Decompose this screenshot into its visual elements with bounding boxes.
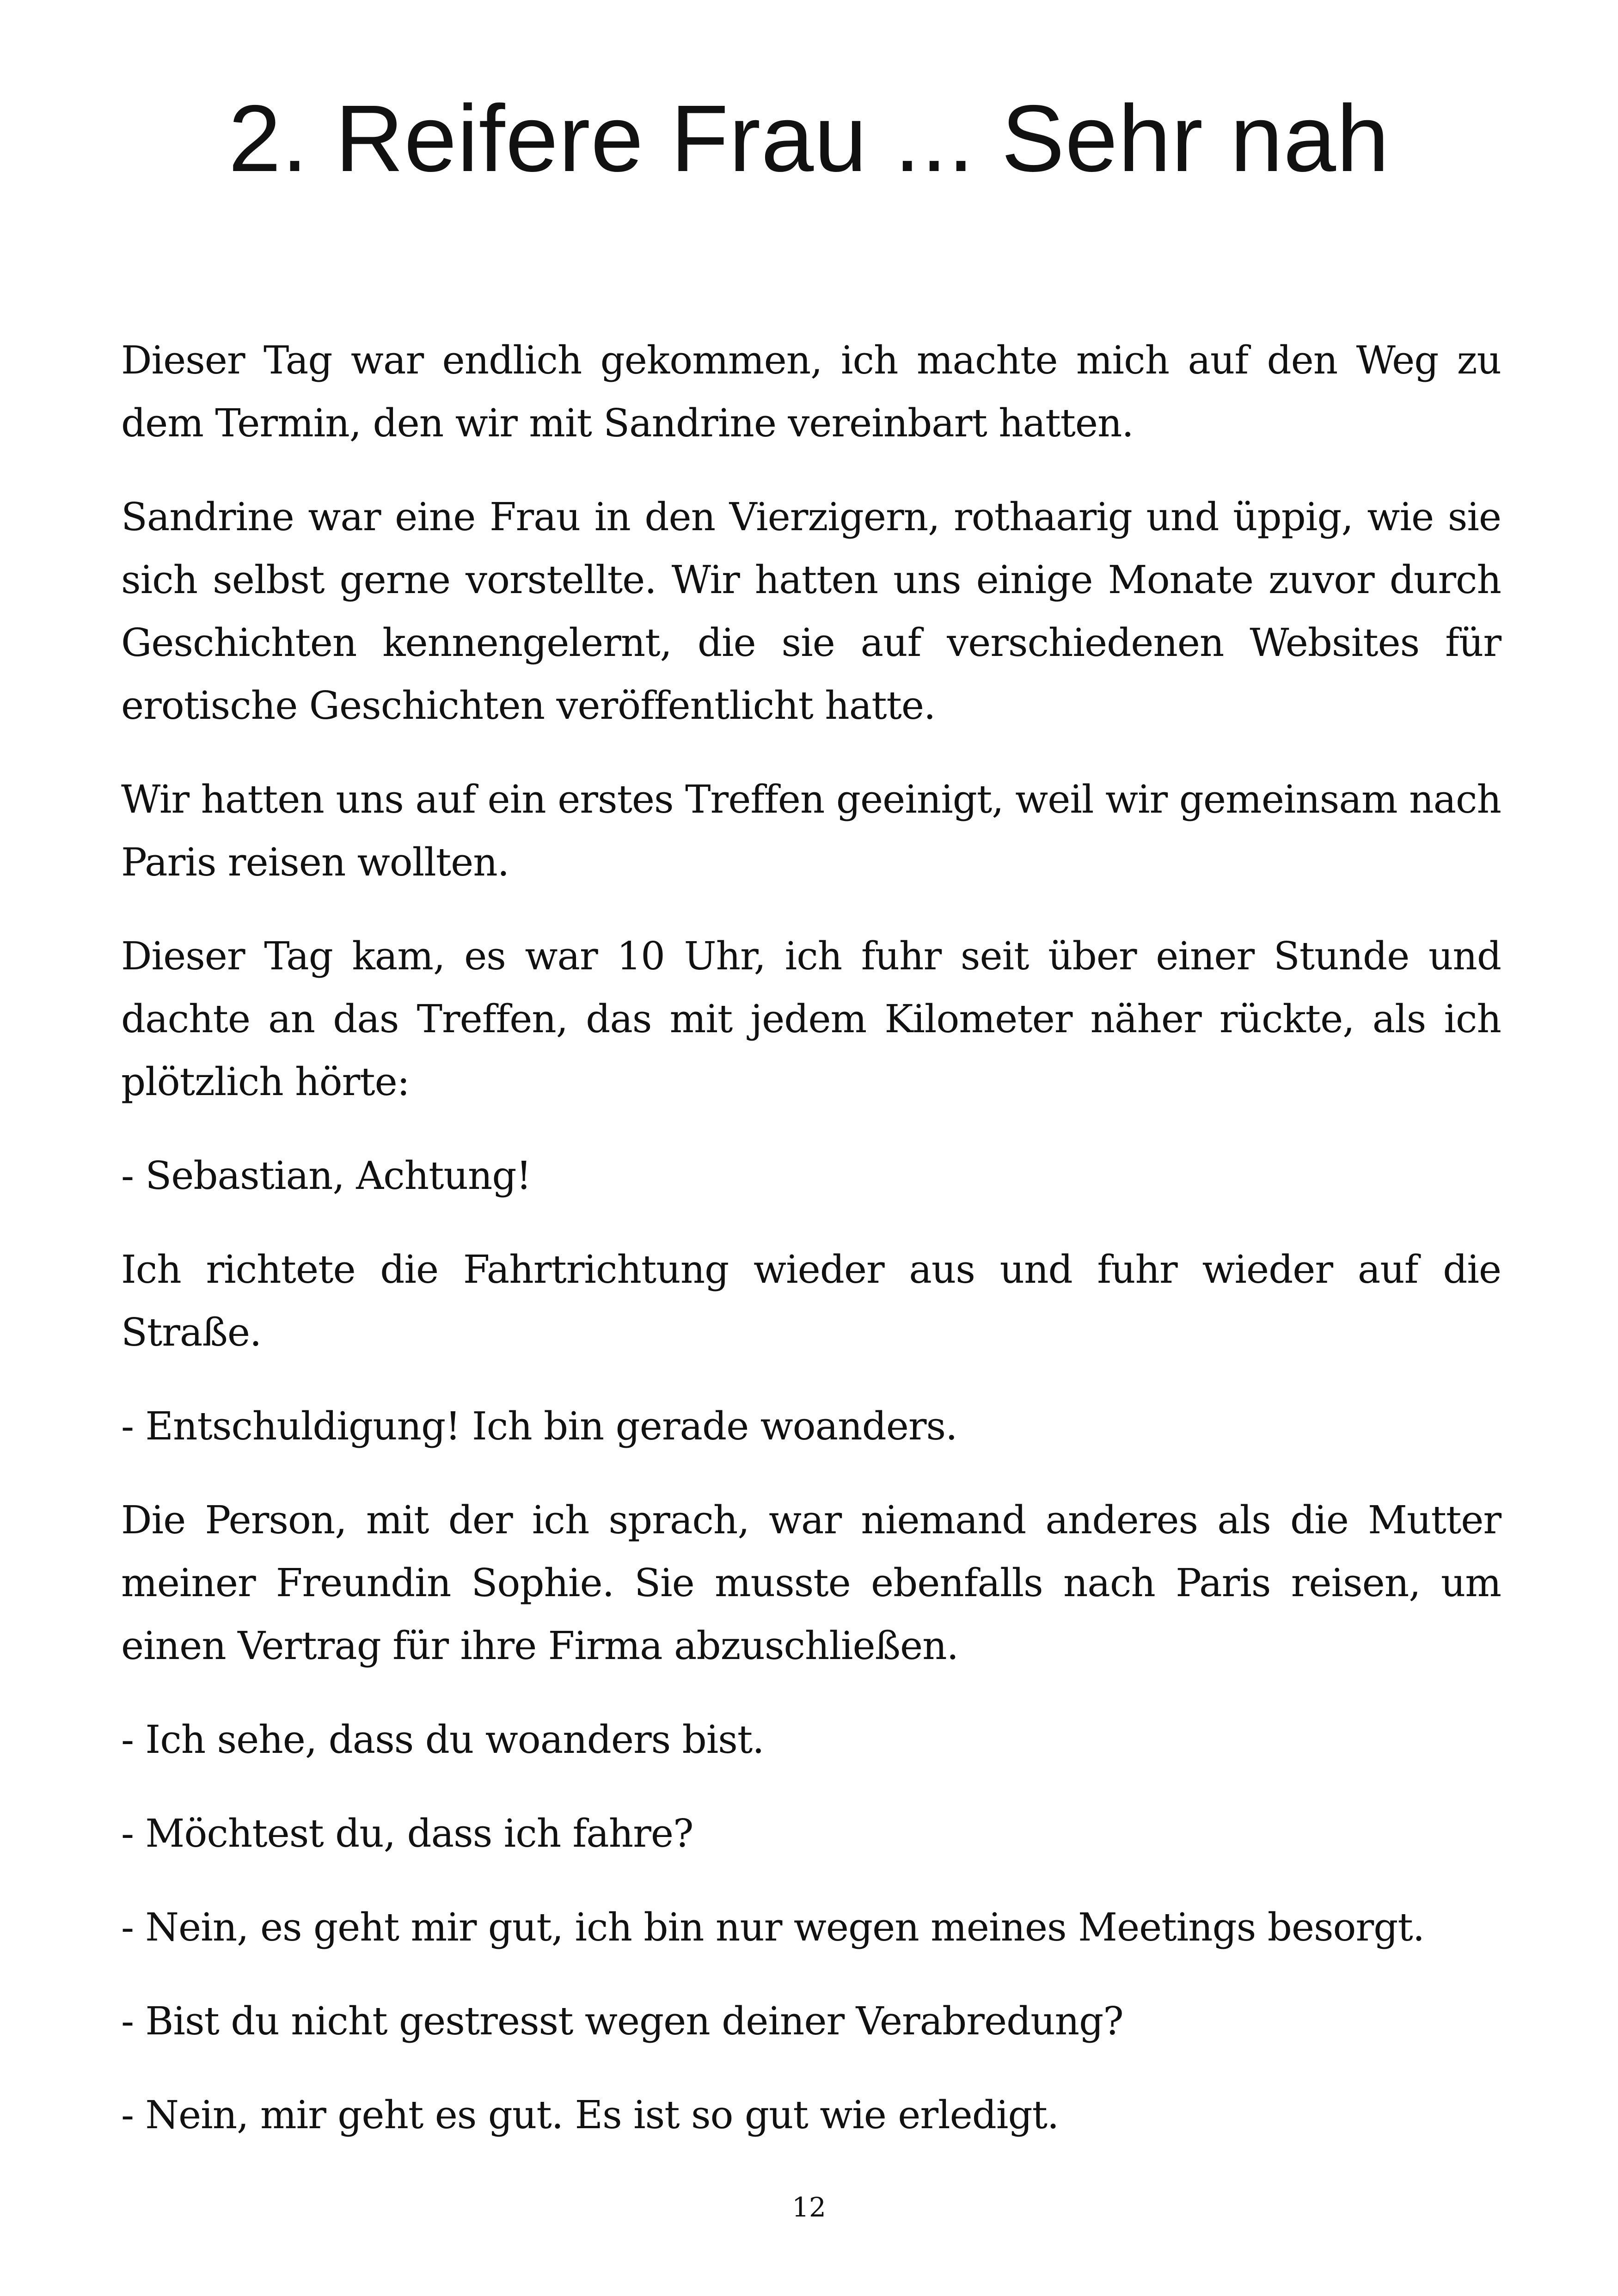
paragraph: Die Person, mit der ich sprach, war niemand anderes als die Mutter meiner Freundin Sophie. Sie musste ebenfalls nach Paris reisen, um einen Vertrag für ihre Firma abzuschließen. xyxy=(121,1498,1501,1668)
paragraph: Dieser Tag war endlich gekommen, ich machte mich auf den Weg zu dem Termin, den wir mit Sandrine vereinbart hatten. xyxy=(121,338,1501,446)
paragraph: Sandrine war eine Frau in den Vierzigern, rothaarig und üppig, wie sie sich selbst gerne vorstellte. Wir hatten uns einige Monate zuvor durch Geschichten kennengelernt, die sie auf verschiedenen Websites für erotische Geschichten veröffentlicht hatte. xyxy=(121,495,1501,728)
dialogue-line: - Bist du nicht gestresst wegen deiner Verabredung? xyxy=(121,1999,1123,2044)
dialogue-line: - Ich sehe, dass du woanders bist. xyxy=(121,1717,764,1762)
paragraph: Dieser Tag kam, es war 10 Uhr, ich fuhr seit über einer Stunde und dachte an das Treffen, das mit jedem Kilometer näher rückte, als ich plötzlich hörte: xyxy=(121,934,1501,1104)
chapter-title: 2. Reifere Frau ... Sehr nah xyxy=(228,86,1390,191)
dialogue-line: - Möchtest du, dass ich fahre? xyxy=(121,1811,693,1856)
dialogue-line: - Entschuldigung! Ich bin gerade woanders. xyxy=(121,1404,957,1449)
page-number: 12 xyxy=(792,2192,826,2223)
dialogue-line: - Nein, es geht mir gut, ich bin nur wegen meines Meetings besorgt. xyxy=(121,1905,1425,1950)
paragraph: Ich richtete die Fahrtrichtung wieder aus und fuhr wieder auf die Straße. xyxy=(121,1247,1501,1355)
dialogue-line: - Sebastian, Achtung! xyxy=(121,1153,531,1198)
dialogue-line: - Nein, mir geht es gut. Es ist so gut wie erledigt. xyxy=(121,2093,1059,2137)
body-text xyxy=(121,329,1501,2178)
paragraph: Wir hatten uns auf ein erstes Treffen geeinigt, weil wir gemeinsam nach Paris reisen wollten. xyxy=(121,777,1501,885)
